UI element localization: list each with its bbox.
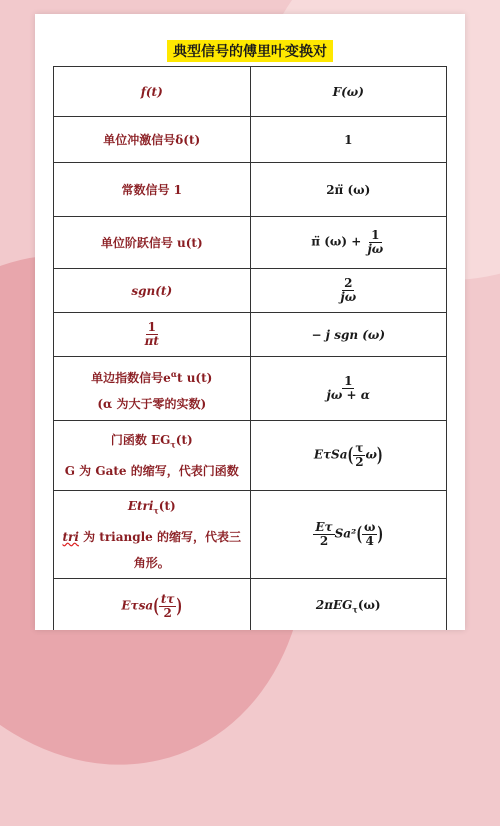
document-page — [35, 14, 465, 630]
row7-left-tail: (t) — [175, 433, 193, 448]
row5-fraction — [143, 321, 161, 347]
row9-left-paren-open: ( — [153, 594, 159, 618]
row8-left-desc: 为 triangle 的缩写，代表三 — [78, 529, 241, 544]
row9-fraction-num: tτ — [160, 592, 175, 607]
row3-right — [250, 217, 447, 269]
row8-fraction2-den: 4 — [365, 534, 374, 548]
table-row — [54, 313, 447, 357]
row6-left-tail: t u(t) — [176, 370, 213, 385]
table-row — [54, 117, 447, 163]
row7-right-post: ω — [365, 448, 377, 462]
row7-left — [54, 421, 251, 491]
row7-left-sub: τ — [170, 439, 176, 450]
row8-fraction1-num: Eτ — [315, 520, 333, 535]
row6-left — [54, 357, 251, 421]
row2-right-tail: (ω) — [343, 182, 371, 197]
row9-right-pre: 2πEG — [315, 598, 353, 613]
table-header-row — [54, 67, 447, 117]
row8-fraction2 — [362, 521, 377, 547]
row8-fraction1 — [313, 521, 334, 547]
row1-left: 单位冲激信号δ(t) — [54, 117, 251, 163]
row7-left-line1 — [58, 427, 246, 457]
row5-fraction-num: 1 — [147, 320, 156, 335]
row6-left-line1 — [58, 361, 246, 391]
header-right: F(ω) — [250, 67, 447, 117]
row8-left — [54, 491, 251, 579]
fourier-transform-table — [53, 66, 447, 630]
row2-right — [250, 163, 447, 217]
row3-right-mid: (ω) + — [320, 235, 362, 249]
row8-left-sub: τ — [153, 505, 159, 516]
table-row — [54, 491, 447, 579]
row6-fraction-num: 1 — [344, 374, 353, 389]
row5-fraction-den: πt — [144, 334, 159, 348]
row8-right-paren: ) — [377, 522, 384, 546]
row7-left-text: 门函数 EG — [110, 433, 171, 448]
row9-right-post: (ω) — [357, 598, 381, 613]
row2-right-main: 2π̈ — [326, 182, 344, 197]
row4-left: sgn(t) — [54, 269, 251, 313]
row7-fraction-num: τ — [355, 441, 364, 456]
row8-left-line2 — [58, 524, 246, 550]
row8-fraction1-den: 2 — [319, 534, 329, 548]
table-row — [54, 579, 447, 631]
row3-fraction — [365, 229, 385, 255]
row6-fraction-den: jω + α — [326, 388, 370, 402]
row7-fraction — [353, 442, 365, 468]
row9-right — [250, 579, 447, 631]
row9-fraction — [159, 593, 177, 619]
row1-right: 1 — [250, 117, 447, 163]
row8-left-line1 — [58, 493, 246, 523]
row8-left-tail: (t) — [158, 499, 176, 514]
row6-left-text: 单边指数信号e — [91, 370, 171, 385]
row8-left-paren: ( — [356, 522, 362, 546]
row4-fraction-den: jω — [340, 290, 357, 304]
table-row — [54, 217, 447, 269]
row9-fraction-den: 2 — [163, 606, 172, 620]
row8-left-line3: 角形。 — [133, 555, 170, 570]
row9-left — [54, 579, 251, 631]
page-title: 典型信号的傅里叶变换对 — [167, 40, 333, 62]
table-row — [54, 269, 447, 313]
row6-right — [250, 357, 447, 421]
row6-fraction — [325, 375, 372, 401]
row5-right: − j sgn (ω) — [250, 313, 447, 357]
row5-left — [54, 313, 251, 357]
row7-fraction-den: 2 — [355, 455, 364, 469]
row3-left: 单位阶跃信号 u(t) — [54, 217, 251, 269]
table-row — [54, 357, 447, 421]
row6-left-sup: α — [170, 368, 177, 379]
header-left: f(t) — [54, 67, 251, 117]
row6-left-line2: (α 为大于零的实数) — [97, 396, 207, 411]
row9-left-paren-close: ) — [176, 594, 183, 618]
title-wrap — [35, 40, 465, 62]
table-row — [54, 163, 447, 217]
row7-right-paren: ) — [376, 443, 383, 467]
row8-left-tri: tri — [62, 529, 79, 544]
row3-fraction-den: jω — [367, 242, 384, 256]
row9-right-sub: τ — [352, 604, 358, 615]
row7-right-pre: EτSa — [313, 448, 348, 462]
row3-right-main: π̈ — [311, 235, 321, 249]
row3-fraction-num: 1 — [371, 228, 380, 243]
row4-fraction-num: 2 — [344, 276, 353, 291]
row8-left-text: Etri — [127, 499, 154, 514]
row2-left: 常数信号 1 — [54, 163, 251, 217]
row8-right-mid: Sa² — [334, 527, 357, 541]
row9-left-pre: Eτsa — [121, 599, 154, 613]
row4-right — [250, 269, 447, 313]
table-row — [54, 421, 447, 491]
row7-left-paren: ( — [347, 443, 354, 467]
row8-fraction2-num: ω — [364, 520, 376, 535]
row8-right — [250, 491, 447, 579]
row4-fraction — [338, 277, 358, 303]
row7-right — [250, 421, 447, 491]
row7-left-line2: G 为 Gate 的缩写，代表门函数 — [64, 463, 239, 478]
